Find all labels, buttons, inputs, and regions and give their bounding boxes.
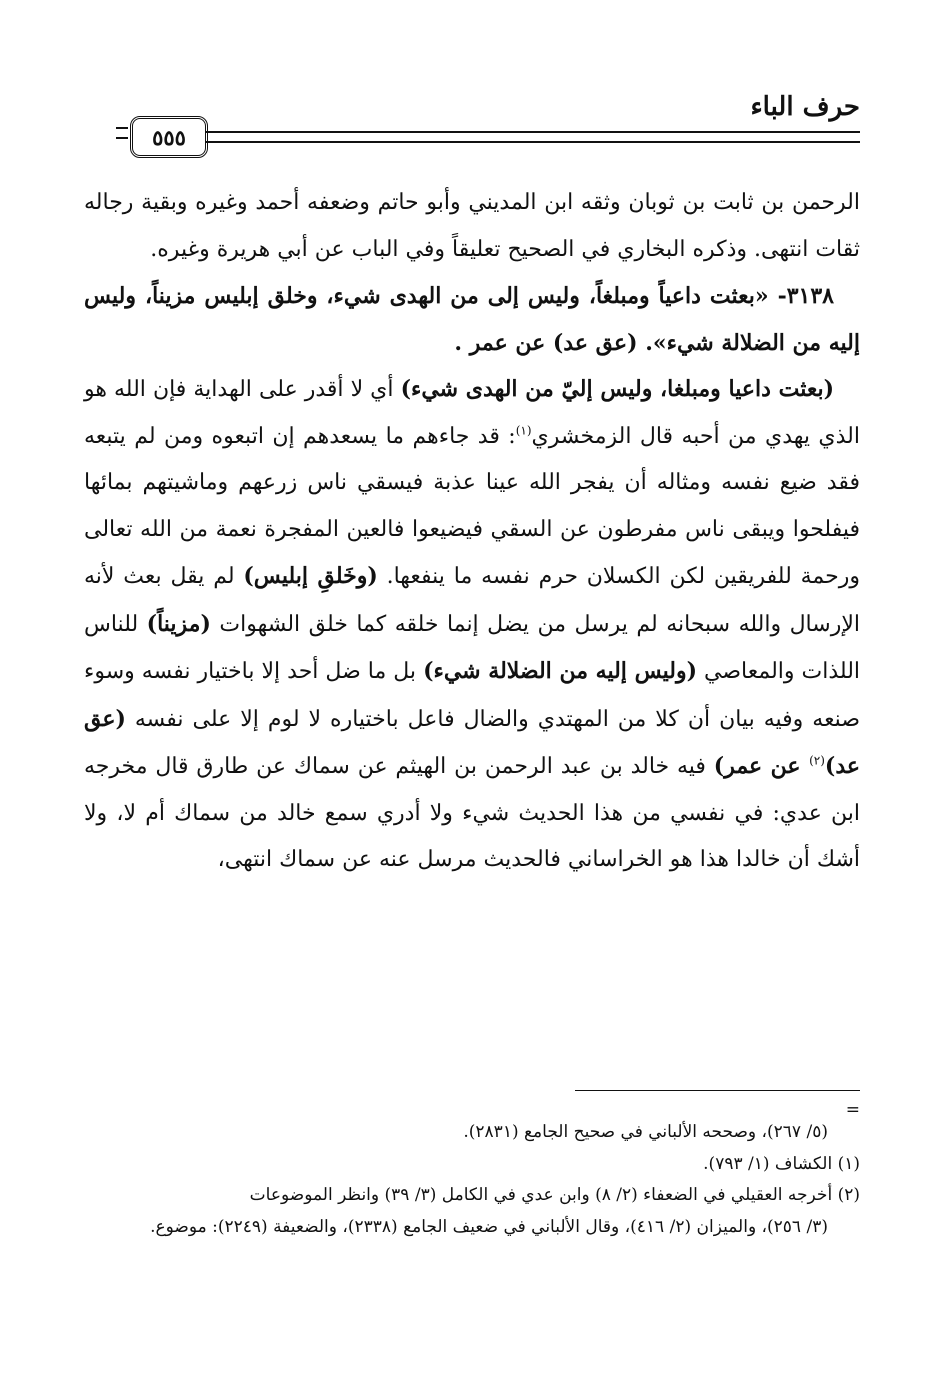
commentary-text-6: فيه خالد بن عبد الرحمن بن الهيثم عن سماك عن طارق قال مخرجه ابن عدي: في نفسي من هذا الحديث شيء ولا أدري سمع خالد من سماك أم لا، ولا أشك أن خالدا هذا هو الخراساني فالحديث مرسل عنه عن سماك انتهى، [84,754,860,872]
main-text [84,180,860,884]
commentary-quote-3: (مزيناً) [146,610,211,637]
footnote-2-line-1: (٢) أخرجه العقيلي في الضعفاء (٢/ ٨) وابن عدي في الكامل (٣/ ٣٩) وانظر الموضوعات [249,1185,860,1205]
commentary-text-1: أي لا أقدر على الهداية فإن الله هو الذي يهدي من أحبه قال الزمخشري [84,377,860,449]
commentary-quote-2: (وخَلقِ إبليس) [243,563,378,589]
page-number-lead [116,127,128,139]
commentary-quote-4: (وليس إليه من الضلالة شيء) [423,658,698,684]
commentary-text-4: للناس اللذات والمعاصي [84,611,861,684]
commentary-text-5: بل ما ضل أحد إلا باختيار نفسه وسوء صنعه وفيه بيان أن كلا من المهتدي والضال فاعل باختياره لا لوم إلا على نفسه [84,659,860,732]
footnotes [84,1100,860,1243]
commentary-quote-1: (بعثت داعيا ومبلغا، وليس إليّ من الهدى شيء) [400,376,834,402]
footnote-2-continuation: (٣/ ٢٥٦)، والميزان (٢/ ٤١٦)، وقال الألباني في ضعيف الجامع (٢٣٣٨)، والضعيفة (٢٢٤٩): موضوع. [150,1216,828,1237]
footnote-ref-1: (١) [515,423,532,438]
header-rule [206,131,860,143]
chapter-title: حرف الباء [750,92,860,122]
commentary-text-2: : قد جاءهم ما يسعدهم إن اتبعوه ومن لم يتبعه فقد ضيع نفسه ومثاله أن يفجر الله عينا عذبة فيسقي ناس زرعهم وماشيتهم بمائها فيفلحوا ويبقى ناس مفرطون عن السقي فيضيعوا فالعين المفجرة نعمة من الله تعالى ورحمة للفريقين لكن الكسلان حرم نفسه ما ينفعها. [84,423,860,589]
commentary-text-3: لم يقل بعث لأنه الإرسال والله سبحانه لم يرسل من يضل إنما خلقه كما خلق الشهوات [84,564,860,637]
commentary-quote-5: (عق عد) [84,705,860,779]
commentary-paragraph [84,366,860,884]
footnote-1: (١) الكشاف (١/ ٧٩٣). [703,1153,860,1174]
paragraph-continuation: الرحمن بن ثابت بن ثوبان وثقه ابن المديني وأبو حاتم وضعفه أحمد وغيره وبقية رجاله ثقات انتهى. وذكره البخاري في الصحيح تعليقاً وفي الباب عن أبي هريرة وغيره. [84,190,860,262]
hadith-entry [84,273,860,366]
footnote-continuation-mark: = [845,1100,860,1120]
page-number: ٥٥٥ [130,116,208,158]
footnote-rule [575,1090,860,1091]
hadith-text: «بعثت داعياً ومبلغاً، وليس إلى من الهدى شيء، وخلق إبليس مزيناً، وليس إليه من الضلالة شيء». (عق عد) عن عمر . [84,283,860,356]
footnote-continuation: (٥/ ٢٦٧)، وصححه الألباني في صحيح الجامع (٢٨٣١). [463,1122,828,1142]
footnote-ref-2: (٢) [809,753,825,768]
commentary-quote-6: عن عمر) [713,753,810,779]
hadith-number: ٣١٣٨- [768,283,834,309]
